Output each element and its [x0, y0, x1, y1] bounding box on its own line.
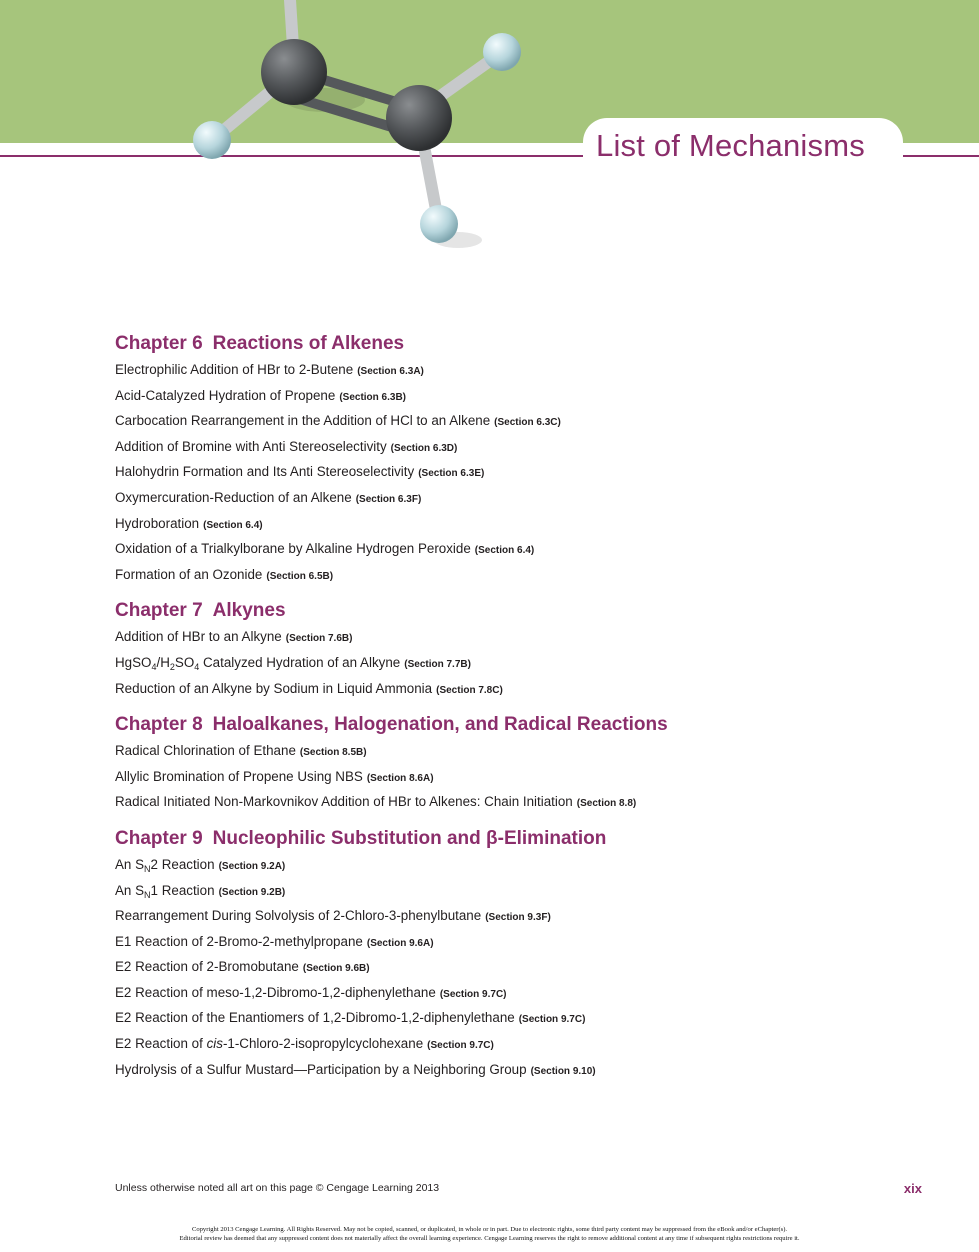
mechanism-title: An $S_N2$ Reaction [115, 856, 215, 874]
mechanism-title: Reduction of an Alkyne by Sodium in Liquid Ammonia [115, 680, 433, 696]
mechanism-title: Acid-Catalyzed Hydration of Propene [115, 387, 336, 403]
mechanism-item [115, 1057, 875, 1083]
section-reference: (Section 9.3F) [485, 912, 551, 924]
mechanism-title: E2 Reaction of meso-1,2-Dibromo-1,2-diphenylethane [115, 984, 436, 1000]
section-reference: (Section 6.3E) [418, 468, 485, 480]
section-reference: (Section 9.2A) [218, 860, 286, 872]
mechanism-title: E2 Reaction of 2-Bromobutane [115, 959, 299, 975]
chapter-section [115, 330, 875, 587]
chapter-name: Nucleophilic Substitution and β-Elimination [212, 827, 607, 849]
section-reference: (Section 9.10) [530, 1065, 596, 1077]
mechanism-item [115, 789, 875, 815]
mechanism-item [115, 650, 875, 676]
chapter-name: Alkynes [212, 600, 286, 622]
section-reference: (Section 6.5B) [266, 570, 334, 582]
chapter-name: Reactions of Alkenes [212, 333, 405, 354]
chapter-number: Chapter 8 [115, 714, 203, 736]
mechanism-item [115, 878, 875, 904]
mechanism-item [115, 929, 875, 955]
art-credit: Unless otherwise noted all art on this page © Cengage Learning 2013 [115, 1182, 440, 1194]
chapter-section [115, 597, 875, 701]
copyright-line-1: Copyright 2013 Cengage Learning. All Rights Reserved. May not be copied, scanned, or duplicated, in whole or in part. Due to electronic rights, some third party content may be suppressed from the eBook and/or eChapter(s). [191, 1226, 788, 1233]
section-reference: (Section 6.3C) [494, 417, 561, 429]
mechanism-title: Radical Initiated Non-Markovnikov Addition of HBr to Alkenes: Chain Initiation [115, 794, 573, 810]
section-reference: (Section 6.3F) [355, 493, 422, 505]
section-reference: (Section 6.3A) [357, 366, 424, 377]
chapter-section [115, 711, 875, 815]
section-reference: (Section 6.4) [203, 519, 263, 531]
copyright-line-2: Editorial review has deemed that any suppressed content does not materially affect the overall learning experience. Cengage Learning reserves the right to remove additional content at any time if subsequent rights restrictions require it. [179, 1234, 800, 1242]
mechanism-item [115, 764, 875, 790]
mechanism-title: Carbocation Rearrangement in the Addition of HCl to an Alkene [115, 413, 491, 429]
section-reference: (Section 6.3D) [390, 442, 458, 454]
chapter-heading [115, 711, 875, 738]
mechanism-item [115, 738, 875, 764]
section-reference: (Section 9.7C) [518, 1014, 586, 1026]
chapter-heading [115, 330, 875, 357]
section-reference: (Section 9.7C) [427, 1040, 494, 1052]
mechanism-title: Electrophilic Addition of HBr to 2-Butene [115, 362, 354, 377]
mechanism-item [115, 903, 875, 929]
page-number: xix [903, 1181, 922, 1196]
mechanism-title: Hydrolysis of a Sulfur Mustard—Participation by a Neighboring Group [115, 1061, 527, 1077]
chapter-name: Haloalkanes, Halogenation, and Radical Reactions [212, 714, 668, 736]
mechanism-item [115, 562, 875, 588]
chapter-section [115, 825, 875, 1082]
mechanism-item [115, 624, 875, 650]
mechanism-title: Allylic Bromination of Propene Using NBS [115, 768, 363, 784]
page-title: List of Mechanisms [596, 128, 865, 163]
mechanism-item [115, 459, 875, 485]
section-reference: (Section 8.8) [576, 798, 637, 810]
mechanism-title: Hydroboration [115, 515, 200, 531]
chapter-heading [115, 597, 875, 624]
mechanism-item [115, 357, 875, 383]
mechanism-title: An $S_N1$ Reaction [115, 882, 215, 900]
mechanism-item [115, 408, 875, 434]
mechanism-item [115, 1005, 875, 1031]
mechanism-item [115, 536, 875, 562]
section-reference: (Section 8.5B) [299, 747, 367, 759]
chapter-heading [115, 825, 875, 852]
section-reference: (Section 9.2B) [218, 886, 286, 898]
section-reference: (Section 9.7C) [439, 988, 507, 1000]
mechanism-item [115, 980, 875, 1006]
mechanism-item [115, 954, 875, 980]
header-rule-right [902, 155, 979, 157]
chapter-number: Chapter 6 [115, 333, 203, 354]
section-reference: (Section 7.6B) [285, 633, 353, 645]
mechanism-title: E1 Reaction of 2-Bromo-2-methylpropane [115, 933, 363, 949]
mechanism-title: Rearrangement During Solvolysis of 2-Chloro-3-phenylbutane [115, 908, 482, 924]
section-reference: (Section 7.7B) [404, 658, 471, 670]
mechanism-item [115, 676, 875, 702]
mechanism-item [115, 511, 875, 537]
chapter-number: Chapter 9 [115, 827, 203, 849]
mechanism-title: E2 Reaction of cis-1-Chloro-2-isopropylcyclohexane [115, 1036, 424, 1052]
mechanism-list [115, 330, 875, 1092]
mechanism-title: Formation of an Ozonide [115, 566, 263, 582]
ethylene-molecule-illustration [180, 0, 540, 270]
mechanism-title: $HgSO_4/H_2SO_4$ Catalyzed Hydration of an Alkyne [115, 654, 401, 672]
mechanism-title: Oxidation of a Trialkylborane by Alkaline Hydrogen Peroxide [115, 541, 471, 557]
mechanism-title: Radical Chlorination of Ethane [115, 743, 296, 759]
mechanism-item [115, 383, 875, 409]
section-reference: (Section 9.6A) [366, 937, 434, 949]
copyright-notice [0, 1226, 979, 1243]
section-reference: (Section 9.6B) [302, 963, 370, 975]
mechanism-title: Addition of HBr to an Alkyne [115, 629, 282, 645]
mechanism-item [115, 1031, 875, 1057]
section-reference: (Section 7.8C) [436, 684, 503, 696]
chapter-number: Chapter 7 [115, 600, 203, 622]
mechanism-item [115, 852, 875, 878]
mechanism-title: Addition of Bromine with Anti Stereoselectivity [115, 438, 387, 454]
mechanism-title: E2 Reaction of the Enantiomers of 1,2-Dibromo-1,2-diphenylethane [115, 1010, 515, 1026]
section-reference: (Section 6.3B) [339, 391, 407, 403]
section-reference: (Section 6.4) [474, 545, 535, 557]
mechanism-title: Halohydrin Formation and Its Anti Stereoselectivity [115, 464, 415, 480]
section-reference: (Section 8.6A) [366, 772, 434, 784]
mechanism-item [115, 485, 875, 511]
mechanism-title: Oxymercuration-Reduction of an Alkene [115, 489, 352, 505]
mechanism-item [115, 434, 875, 460]
